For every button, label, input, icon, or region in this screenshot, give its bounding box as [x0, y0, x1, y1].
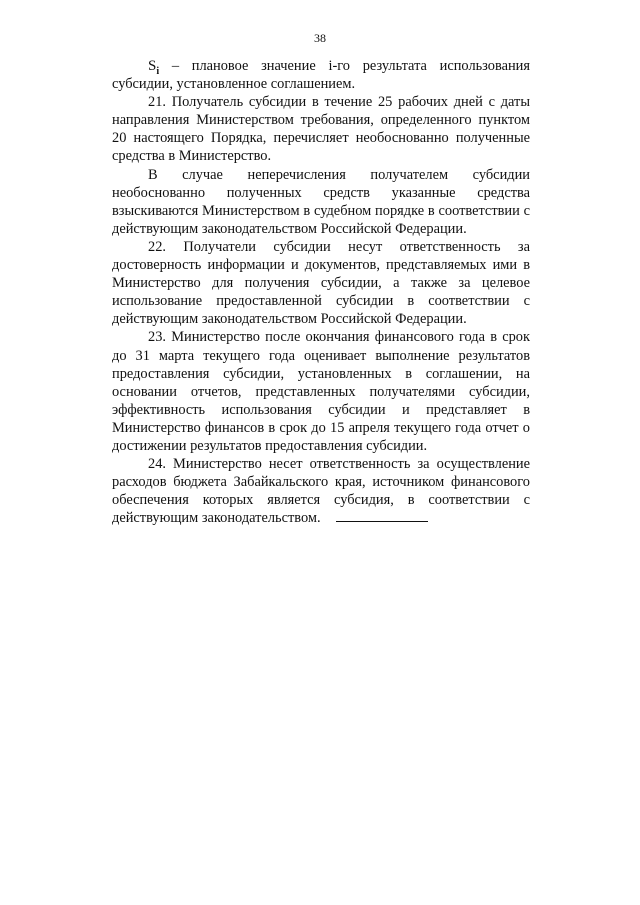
end-of-document-rule [336, 521, 428, 522]
paragraph-21-continuation: В случае неперечисления получателем субсидии необоснованно полученных средств указанные средства взыскиваются Министерством в судебном порядке в соответствии с действующим законодательством Российской Федерации. [112, 166, 530, 237]
body-text [112, 57, 530, 527]
formula-symbol-letter: S [148, 58, 157, 74]
paragraph-21: 21. Получатель субсидии в течение 25 рабочих дней с даты направления Министерством требования, определенного пунктом 20 настоящего Порядка, перечисляет необоснованно полученные средства в Министерство. [112, 94, 530, 165]
formula-symbol-subscript: i [156, 66, 160, 77]
paragraph-22: 22. Получатели субсидии несут ответственность за достоверность информации и документов, представляемых ими в Министерство для получения субсидии, а также за целевое использование предоставленной субсидии в соответствии с действующим законодательством Российской Федерации. [112, 238, 530, 328]
page-number: 38 [314, 31, 326, 45]
paragraph-23: 23. Министерство после окончания финансового года в срок до 31 марта текущего года оценивает выполнение результатов предоставления субсидии, установленных в соглашении, на основании отчетов, представленных получателями субсидии, эффективность использования субсидии и представляет в Министерство финансов в срок до 15 апреля текущего года отчет о достижении результатов предоставления субсидии. [112, 329, 530, 454]
s-definition-text: – плановое значение i-го результата использования субсидии, установленное соглашением. [112, 58, 530, 93]
s-definition-paragraph [112, 57, 530, 93]
formula-symbol [148, 58, 160, 77]
paragraph-24: 24. Министерство несет ответственность за осуществление расходов бюджета Забайкальского края, источником финансового обеспечения которых является субсидия, в соответствии с действующим законодательством. [112, 456, 530, 527]
